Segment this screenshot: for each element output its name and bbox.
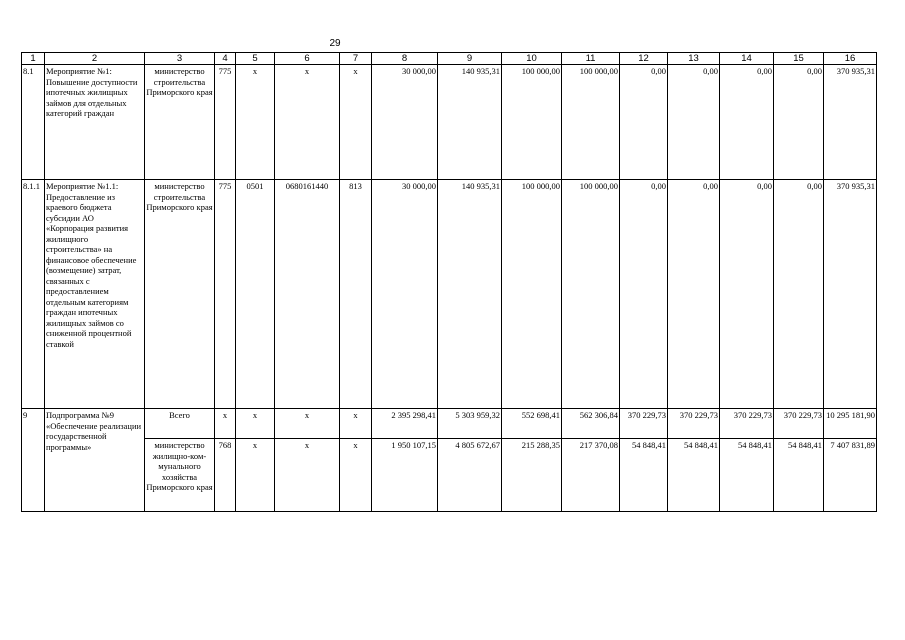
grbs-code: х — [215, 409, 236, 439]
section-code: х — [236, 409, 275, 439]
activity-name: Подпрограмма №9 «Обеспечение реализации государственной программы» — [45, 409, 145, 512]
table-row — [22, 439, 877, 512]
amount-cell: 0,00 — [720, 180, 774, 409]
amount-cell: 0,00 — [774, 180, 824, 409]
amount-cell: 30 000,00 — [372, 65, 438, 180]
amount-cell: 0,00 — [668, 180, 720, 409]
amount-cell: 0,00 — [668, 65, 720, 180]
amount-cell: 0,00 — [774, 65, 824, 180]
table-row — [22, 65, 877, 180]
header-cell: 1 — [22, 53, 45, 65]
amount-cell: 562 306,84 — [562, 409, 620, 439]
row-number: 9 — [22, 409, 45, 512]
amount-cell: 140 935,31 — [438, 65, 502, 180]
amount-cell: 370 229,73 — [720, 409, 774, 439]
amount-cell: 100 000,00 — [502, 180, 562, 409]
total-cell: 10 295 181,90 — [824, 409, 877, 439]
table-row — [22, 409, 877, 439]
amount-cell: 215 288,35 — [502, 439, 562, 512]
header-cell: 3 — [145, 53, 215, 65]
amount-cell: 5 303 959,32 — [438, 409, 502, 439]
executor: министерство строительства Приморского края — [145, 65, 215, 180]
section-code: х — [236, 439, 275, 512]
grbs-code: 768 — [215, 439, 236, 512]
grbs-code: 775 — [215, 180, 236, 409]
header-cell: 16 — [824, 53, 877, 65]
amount-cell: 370 229,73 — [668, 409, 720, 439]
amount-cell: 217 370,08 — [562, 439, 620, 512]
header-cell: 4 — [215, 53, 236, 65]
expense-type: х — [340, 439, 372, 512]
amount-cell: 2 395 298,41 — [372, 409, 438, 439]
section-code: х — [236, 65, 275, 180]
amount-cell: 552 698,41 — [502, 409, 562, 439]
header-cell: 6 — [275, 53, 340, 65]
amount-cell: 0,00 — [620, 65, 668, 180]
total-cell: 370 935,31 — [824, 180, 877, 409]
activity-name: Мероприятие №1: Повышение доступности ипотечных жилищных займов для отдельных категорий граждан — [45, 65, 145, 180]
header-cell: 9 — [438, 53, 502, 65]
table-row — [22, 180, 877, 409]
header-cell: 13 — [668, 53, 720, 65]
target-code: х — [275, 65, 340, 180]
amount-cell: 100 000,00 — [562, 180, 620, 409]
target-code: х — [275, 409, 340, 439]
grbs-code: 775 — [215, 65, 236, 180]
executor: министерство строительства Приморского края — [145, 180, 215, 409]
activity-name: Мероприятие №1.1: Предоставление из краевого бюджета субсидии АО «Корпорация развития жилищного строительства» на финансовое обеспечение (возмещение) затрат, связанных с предоставлением отдельным категориям граждан ипотечных жилищных займов со сниженной процентной ставкой — [45, 180, 145, 409]
amount-cell: 0,00 — [620, 180, 668, 409]
amount-cell: 54 848,41 — [720, 439, 774, 512]
executor: Всего — [145, 409, 215, 439]
target-code: 0680161440 — [275, 180, 340, 409]
amount-cell: 54 848,41 — [668, 439, 720, 512]
row-number: 8.1 — [22, 65, 45, 180]
header-cell: 10 — [502, 53, 562, 65]
section-code: 0501 — [236, 180, 275, 409]
expense-type: х — [340, 409, 372, 439]
amount-cell: 100 000,00 — [502, 65, 562, 180]
amount-cell: 370 229,73 — [620, 409, 668, 439]
header-cell: 15 — [774, 53, 824, 65]
amount-cell: 370 229,73 — [774, 409, 824, 439]
amount-cell: 140 935,31 — [438, 180, 502, 409]
total-cell: 7 407 831,89 — [824, 439, 877, 512]
header-cell: 7 — [340, 53, 372, 65]
amount-cell: 100 000,00 — [562, 65, 620, 180]
budget-table — [21, 52, 877, 512]
expense-type: х — [340, 65, 372, 180]
header-cell: 12 — [620, 53, 668, 65]
amount-cell: 30 000,00 — [372, 180, 438, 409]
executor: министерство жилищно-ком-мунального хозяйства Приморского края — [145, 439, 215, 512]
amount-cell: 0,00 — [720, 65, 774, 180]
total-cell: 370 935,31 — [824, 65, 877, 180]
header-cell: 14 — [720, 53, 774, 65]
amount-cell: 54 848,41 — [774, 439, 824, 512]
amount-cell: 54 848,41 — [620, 439, 668, 512]
header-cell: 8 — [372, 53, 438, 65]
header-cell: 2 — [45, 53, 145, 65]
expense-type: 813 — [340, 180, 372, 409]
header-row — [22, 53, 877, 65]
header-cell: 5 — [236, 53, 275, 65]
page-number: 29 — [329, 38, 341, 49]
amount-cell: 1 950 107,15 — [372, 439, 438, 512]
header-cell: 11 — [562, 53, 620, 65]
row-number: 8.1.1 — [22, 180, 45, 409]
target-code: х — [275, 439, 340, 512]
amount-cell: 4 805 672,67 — [438, 439, 502, 512]
